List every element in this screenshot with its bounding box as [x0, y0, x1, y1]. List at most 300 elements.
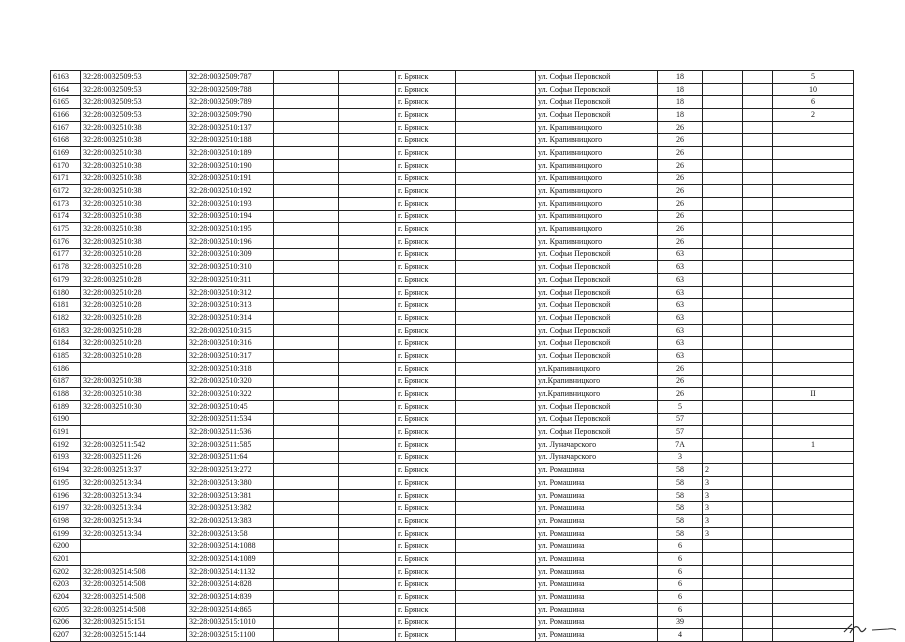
object-number-cell: 32:28:0032510:193 — [187, 197, 274, 210]
empty-cell-b — [339, 210, 396, 223]
street-cell: ул. Софьи Перовской — [536, 299, 658, 312]
empty-cell-c — [456, 540, 536, 553]
object-number-cell: 32:28:0032511:585 — [187, 438, 274, 451]
apartment-cell — [773, 603, 854, 616]
street-cell: ул. Софьи Перовской — [536, 413, 658, 426]
empty-cell-a — [274, 299, 339, 312]
parcel-number-cell: 32:28:0032510:38 — [81, 197, 187, 210]
row-number-cell: 6195 — [51, 477, 81, 490]
parcel-number-cell: 32:28:0032510:28 — [81, 286, 187, 299]
parcel-number-cell: 32:28:0032513:34 — [81, 489, 187, 502]
street-cell: ул. Крапивницкого — [536, 147, 658, 160]
empty-cell-b — [339, 540, 396, 553]
empty-cell-c — [456, 223, 536, 236]
empty-cell-c — [456, 527, 536, 540]
empty-cell-a — [274, 71, 339, 84]
empty-cell-b — [339, 71, 396, 84]
empty-cell-d — [743, 134, 773, 147]
parcel-number-cell: 32:28:0032513:34 — [81, 515, 187, 528]
empty-cell-c — [456, 210, 536, 223]
empty-cell-d — [743, 565, 773, 578]
empty-cell-a — [274, 337, 339, 350]
street-cell: ул. Крапивницкого — [536, 172, 658, 185]
empty-cell-a — [274, 261, 339, 274]
empty-cell-c — [456, 553, 536, 566]
object-number-cell: 32:28:0032510:45 — [187, 400, 274, 413]
building-cell — [703, 159, 743, 172]
empty-cell-b — [339, 502, 396, 515]
house-number-cell: 18 — [658, 96, 703, 109]
table-row — [51, 477, 854, 490]
city-cell: г. Брянск — [396, 502, 456, 515]
street-cell: ул. Софьи Перовской — [536, 71, 658, 84]
table-row — [51, 515, 854, 528]
table-row — [51, 261, 854, 274]
object-number-cell: 32:28:0032510:312 — [187, 286, 274, 299]
apartment-cell — [773, 185, 854, 198]
apartment-cell — [773, 312, 854, 325]
row-number-cell: 6173 — [51, 197, 81, 210]
parcel-number-cell: 32:28:0032511:26 — [81, 451, 187, 464]
apartment-cell — [773, 172, 854, 185]
object-number-cell: 32:28:0032510:188 — [187, 134, 274, 147]
empty-cell-a — [274, 83, 339, 96]
city-cell: г. Брянск — [396, 553, 456, 566]
empty-cell-c — [456, 375, 536, 388]
house-number-cell: 63 — [658, 299, 703, 312]
table-row — [51, 426, 854, 439]
table-row — [51, 464, 854, 477]
apartment-cell — [773, 159, 854, 172]
row-number-cell: 6169 — [51, 147, 81, 160]
empty-cell-d — [743, 451, 773, 464]
table-row — [51, 591, 854, 604]
apartment-cell — [773, 464, 854, 477]
street-cell: ул. Крапивницкого — [536, 210, 658, 223]
building-cell — [703, 147, 743, 160]
city-cell: г. Брянск — [396, 489, 456, 502]
apartment-cell — [773, 489, 854, 502]
street-cell: ул.Крапивницкого — [536, 375, 658, 388]
table-row — [51, 324, 854, 337]
street-cell: ул. Ромашина — [536, 515, 658, 528]
building-cell — [703, 83, 743, 96]
empty-cell-c — [456, 400, 536, 413]
parcel-number-cell: 32:28:0032510:38 — [81, 375, 187, 388]
row-number-cell: 6180 — [51, 286, 81, 299]
empty-cell-d — [743, 540, 773, 553]
table-row — [51, 121, 854, 134]
house-number-cell: 26 — [658, 172, 703, 185]
apartment-cell — [773, 261, 854, 274]
building-cell — [703, 375, 743, 388]
empty-cell-a — [274, 274, 339, 287]
row-number-cell: 6179 — [51, 274, 81, 287]
empty-cell-a — [274, 375, 339, 388]
empty-cell-a — [274, 109, 339, 122]
empty-cell-a — [274, 591, 339, 604]
empty-cell-c — [456, 489, 536, 502]
house-number-cell: 58 — [658, 464, 703, 477]
empty-cell-c — [456, 286, 536, 299]
building-cell — [703, 274, 743, 287]
street-cell: ул. Софьи Перовской — [536, 337, 658, 350]
parcel-number-cell: 32:28:0032513:34 — [81, 502, 187, 515]
empty-cell-d — [743, 96, 773, 109]
row-number-cell: 6165 — [51, 96, 81, 109]
empty-cell-b — [339, 299, 396, 312]
empty-cell-b — [339, 312, 396, 325]
city-cell: г. Брянск — [396, 248, 456, 261]
city-cell: г. Брянск — [396, 197, 456, 210]
parcel-number-cell: 32:28:0032515:144 — [81, 629, 187, 642]
street-cell: ул. Луначарского — [536, 438, 658, 451]
empty-cell-c — [456, 159, 536, 172]
row-number-cell: 6202 — [51, 565, 81, 578]
street-cell: ул. Ромашина — [536, 477, 658, 490]
empty-cell-d — [743, 362, 773, 375]
city-cell: г. Брянск — [396, 71, 456, 84]
apartment-cell — [773, 274, 854, 287]
house-number-cell: 5 — [658, 400, 703, 413]
parcel-number-cell: 32:28:0032510:28 — [81, 248, 187, 261]
street-cell: ул. Ромашина — [536, 502, 658, 515]
empty-cell-d — [743, 413, 773, 426]
building-cell — [703, 121, 743, 134]
parcel-number-cell: 32:28:0032510:28 — [81, 350, 187, 363]
empty-cell-a — [274, 147, 339, 160]
table-row — [51, 286, 854, 299]
empty-cell-a — [274, 248, 339, 261]
street-cell: ул. Софьи Перовской — [536, 83, 658, 96]
empty-cell-a — [274, 489, 339, 502]
empty-cell-b — [339, 591, 396, 604]
row-number-cell: 6197 — [51, 502, 81, 515]
empty-cell-d — [743, 477, 773, 490]
table-row — [51, 489, 854, 502]
row-number-cell: 6176 — [51, 235, 81, 248]
city-cell: г. Брянск — [396, 210, 456, 223]
object-number-cell: 32:28:0032510:192 — [187, 185, 274, 198]
building-cell — [703, 312, 743, 325]
empty-cell-c — [456, 426, 536, 439]
row-number-cell: 6182 — [51, 312, 81, 325]
city-cell: г. Брянск — [396, 540, 456, 553]
empty-cell-d — [743, 261, 773, 274]
empty-cell-c — [456, 197, 536, 210]
street-cell: ул. Ромашина — [536, 489, 658, 502]
empty-cell-b — [339, 388, 396, 401]
empty-cell-b — [339, 603, 396, 616]
object-number-cell: 32:28:0032509:790 — [187, 109, 274, 122]
building-cell — [703, 603, 743, 616]
street-cell: ул. Крапивницкого — [536, 134, 658, 147]
building-cell — [703, 350, 743, 363]
building-cell: 3 — [703, 515, 743, 528]
building-cell — [703, 134, 743, 147]
empty-cell-b — [339, 464, 396, 477]
empty-cell-b — [339, 109, 396, 122]
apartment-cell — [773, 578, 854, 591]
empty-cell-a — [274, 540, 339, 553]
empty-cell-b — [339, 362, 396, 375]
empty-cell-d — [743, 235, 773, 248]
parcel-number-cell — [81, 413, 187, 426]
empty-cell-d — [743, 375, 773, 388]
row-number-cell: 6192 — [51, 438, 81, 451]
empty-cell-d — [743, 426, 773, 439]
table-row — [51, 565, 854, 578]
empty-cell-d — [743, 274, 773, 287]
apartment-cell — [773, 515, 854, 528]
parcel-number-cell: 32:28:0032509:53 — [81, 83, 187, 96]
parcel-number-cell — [81, 426, 187, 439]
empty-cell-b — [339, 96, 396, 109]
empty-cell-d — [743, 185, 773, 198]
parcel-number-cell: 32:28:0032510:30 — [81, 400, 187, 413]
house-number-cell: 63 — [658, 274, 703, 287]
empty-cell-d — [743, 515, 773, 528]
empty-cell-a — [274, 616, 339, 629]
building-cell — [703, 286, 743, 299]
building-cell — [703, 172, 743, 185]
city-cell: г. Брянск — [396, 350, 456, 363]
building-cell — [703, 413, 743, 426]
row-number-cell: 6168 — [51, 134, 81, 147]
city-cell: г. Брянск — [396, 362, 456, 375]
empty-cell-d — [743, 553, 773, 566]
empty-cell-d — [743, 121, 773, 134]
empty-cell-d — [743, 147, 773, 160]
building-cell — [703, 553, 743, 566]
empty-cell-b — [339, 489, 396, 502]
building-cell — [703, 400, 743, 413]
row-number-cell: 6181 — [51, 299, 81, 312]
empty-cell-a — [274, 502, 339, 515]
object-number-cell: 32:28:0032514:865 — [187, 603, 274, 616]
empty-cell-d — [743, 286, 773, 299]
city-cell: г. Брянск — [396, 451, 456, 464]
object-number-cell: 32:28:0032510:322 — [187, 388, 274, 401]
empty-cell-b — [339, 248, 396, 261]
building-cell — [703, 337, 743, 350]
city-cell: г. Брянск — [396, 400, 456, 413]
apartment-cell: 5 — [773, 71, 854, 84]
row-number-cell: 6190 — [51, 413, 81, 426]
empty-cell-d — [743, 109, 773, 122]
object-number-cell: 32:28:0032510:315 — [187, 324, 274, 337]
empty-cell-c — [456, 578, 536, 591]
empty-cell-c — [456, 274, 536, 287]
city-cell: г. Брянск — [396, 286, 456, 299]
building-cell — [703, 235, 743, 248]
apartment-cell — [773, 362, 854, 375]
street-cell: ул. Софьи Перовской — [536, 96, 658, 109]
row-number-cell: 6185 — [51, 350, 81, 363]
empty-cell-c — [456, 172, 536, 185]
street-cell: ул. Крапивницкого — [536, 197, 658, 210]
city-cell: г. Брянск — [396, 616, 456, 629]
empty-cell-a — [274, 477, 339, 490]
empty-cell-c — [456, 464, 536, 477]
street-cell: ул. Софьи Перовской — [536, 426, 658, 439]
street-cell: ул. Луначарского — [536, 451, 658, 464]
parcel-number-cell — [81, 540, 187, 553]
object-number-cell: 32:28:0032515:1100 — [187, 629, 274, 642]
empty-cell-c — [456, 83, 536, 96]
house-number-cell: 26 — [658, 121, 703, 134]
table-row — [51, 223, 854, 236]
object-number-cell: 32:28:0032510:310 — [187, 261, 274, 274]
table-row — [51, 388, 854, 401]
city-cell: г. Брянск — [396, 185, 456, 198]
street-cell: ул. Ромашина — [536, 527, 658, 540]
empty-cell-a — [274, 413, 339, 426]
row-number-cell: 6207 — [51, 629, 81, 642]
empty-cell-d — [743, 438, 773, 451]
empty-cell-c — [456, 185, 536, 198]
empty-cell-b — [339, 134, 396, 147]
house-number-cell: 57 — [658, 413, 703, 426]
empty-cell-c — [456, 565, 536, 578]
building-cell — [703, 109, 743, 122]
house-number-cell: 26 — [658, 147, 703, 160]
empty-cell-d — [743, 248, 773, 261]
apartment-cell — [773, 286, 854, 299]
building-cell — [703, 578, 743, 591]
city-cell: г. Брянск — [396, 312, 456, 325]
empty-cell-a — [274, 565, 339, 578]
city-cell: г. Брянск — [396, 235, 456, 248]
street-cell: ул. Крапивницкого — [536, 235, 658, 248]
building-cell — [703, 299, 743, 312]
apartment-cell — [773, 299, 854, 312]
city-cell: г. Брянск — [396, 274, 456, 287]
table-row — [51, 210, 854, 223]
apartment-cell: 2 — [773, 109, 854, 122]
street-cell: ул.Крапивницкого — [536, 388, 658, 401]
empty-cell-d — [743, 172, 773, 185]
table-row — [51, 96, 854, 109]
city-cell: г. Брянск — [396, 591, 456, 604]
building-cell — [703, 248, 743, 261]
city-cell: г. Брянск — [396, 375, 456, 388]
street-cell: ул. Софьи Перовской — [536, 109, 658, 122]
apartment-cell — [773, 121, 854, 134]
street-cell: ул. Софьи Перовской — [536, 400, 658, 413]
empty-cell-c — [456, 312, 536, 325]
house-number-cell: 63 — [658, 324, 703, 337]
house-number-cell: 58 — [658, 477, 703, 490]
empty-cell-b — [339, 235, 396, 248]
row-number-cell: 6174 — [51, 210, 81, 223]
empty-cell-b — [339, 121, 396, 134]
empty-cell-a — [274, 553, 339, 566]
house-number-cell: 26 — [658, 235, 703, 248]
city-cell: г. Брянск — [396, 477, 456, 490]
empty-cell-d — [743, 210, 773, 223]
apartment-cell — [773, 527, 854, 540]
empty-cell-a — [274, 96, 339, 109]
parcel-number-cell: 32:28:0032510:38 — [81, 235, 187, 248]
house-number-cell: 63 — [658, 312, 703, 325]
building-cell — [703, 616, 743, 629]
row-number-cell: 6171 — [51, 172, 81, 185]
city-cell: г. Брянск — [396, 159, 456, 172]
row-number-cell: 6167 — [51, 121, 81, 134]
apartment-cell — [773, 235, 854, 248]
house-number-cell: 26 — [658, 223, 703, 236]
empty-cell-b — [339, 324, 396, 337]
empty-cell-a — [274, 324, 339, 337]
house-number-cell: 26 — [658, 159, 703, 172]
street-cell: ул. Ромашина — [536, 553, 658, 566]
empty-cell-d — [743, 299, 773, 312]
empty-cell-b — [339, 147, 396, 160]
apartment-cell — [773, 540, 854, 553]
empty-cell-c — [456, 362, 536, 375]
house-number-cell: 26 — [658, 210, 703, 223]
object-number-cell: 32:28:0032515:1010 — [187, 616, 274, 629]
table-row — [51, 337, 854, 350]
building-cell: 2 — [703, 464, 743, 477]
empty-cell-b — [339, 261, 396, 274]
empty-cell-d — [743, 223, 773, 236]
parcel-number-cell: 32:28:0032514:508 — [81, 578, 187, 591]
parcel-number-cell: 32:28:0032510:38 — [81, 147, 187, 160]
street-cell: ул. Крапивницкого — [536, 223, 658, 236]
apartment-cell — [773, 197, 854, 210]
empty-cell-c — [456, 109, 536, 122]
house-number-cell: 6 — [658, 565, 703, 578]
empty-cell-d — [743, 159, 773, 172]
building-cell — [703, 388, 743, 401]
object-number-cell: 32:28:0032510:316 — [187, 337, 274, 350]
parcel-number-cell: 32:28:0032510:38 — [81, 185, 187, 198]
empty-cell-c — [456, 121, 536, 134]
empty-cell-b — [339, 527, 396, 540]
empty-cell-a — [274, 426, 339, 439]
house-number-cell: 6 — [658, 540, 703, 553]
parcel-number-cell: 32:28:0032510:38 — [81, 172, 187, 185]
house-number-cell: 18 — [658, 71, 703, 84]
house-number-cell: 63 — [658, 337, 703, 350]
object-number-cell: 32:28:0032510:318 — [187, 362, 274, 375]
apartment-cell: 10 — [773, 83, 854, 96]
empty-cell-c — [456, 477, 536, 490]
object-number-cell: 32:28:0032511:64 — [187, 451, 274, 464]
row-number-cell: 6198 — [51, 515, 81, 528]
city-cell: г. Брянск — [396, 388, 456, 401]
empty-cell-b — [339, 426, 396, 439]
row-number-cell: 6184 — [51, 337, 81, 350]
row-number-cell: 6163 — [51, 71, 81, 84]
house-number-cell: 26 — [658, 197, 703, 210]
empty-cell-b — [339, 197, 396, 210]
building-cell — [703, 223, 743, 236]
house-number-cell: 63 — [658, 350, 703, 363]
apartment-cell — [773, 451, 854, 464]
street-cell: ул. Ромашина — [536, 540, 658, 553]
row-number-cell: 6186 — [51, 362, 81, 375]
object-number-cell: 32:28:0032510:320 — [187, 375, 274, 388]
row-number-cell: 6196 — [51, 489, 81, 502]
empty-cell-a — [274, 527, 339, 540]
house-number-cell: 26 — [658, 388, 703, 401]
parcel-number-cell: 32:28:0032510:38 — [81, 388, 187, 401]
empty-cell-a — [274, 185, 339, 198]
object-number-cell: 32:28:0032510:190 — [187, 159, 274, 172]
